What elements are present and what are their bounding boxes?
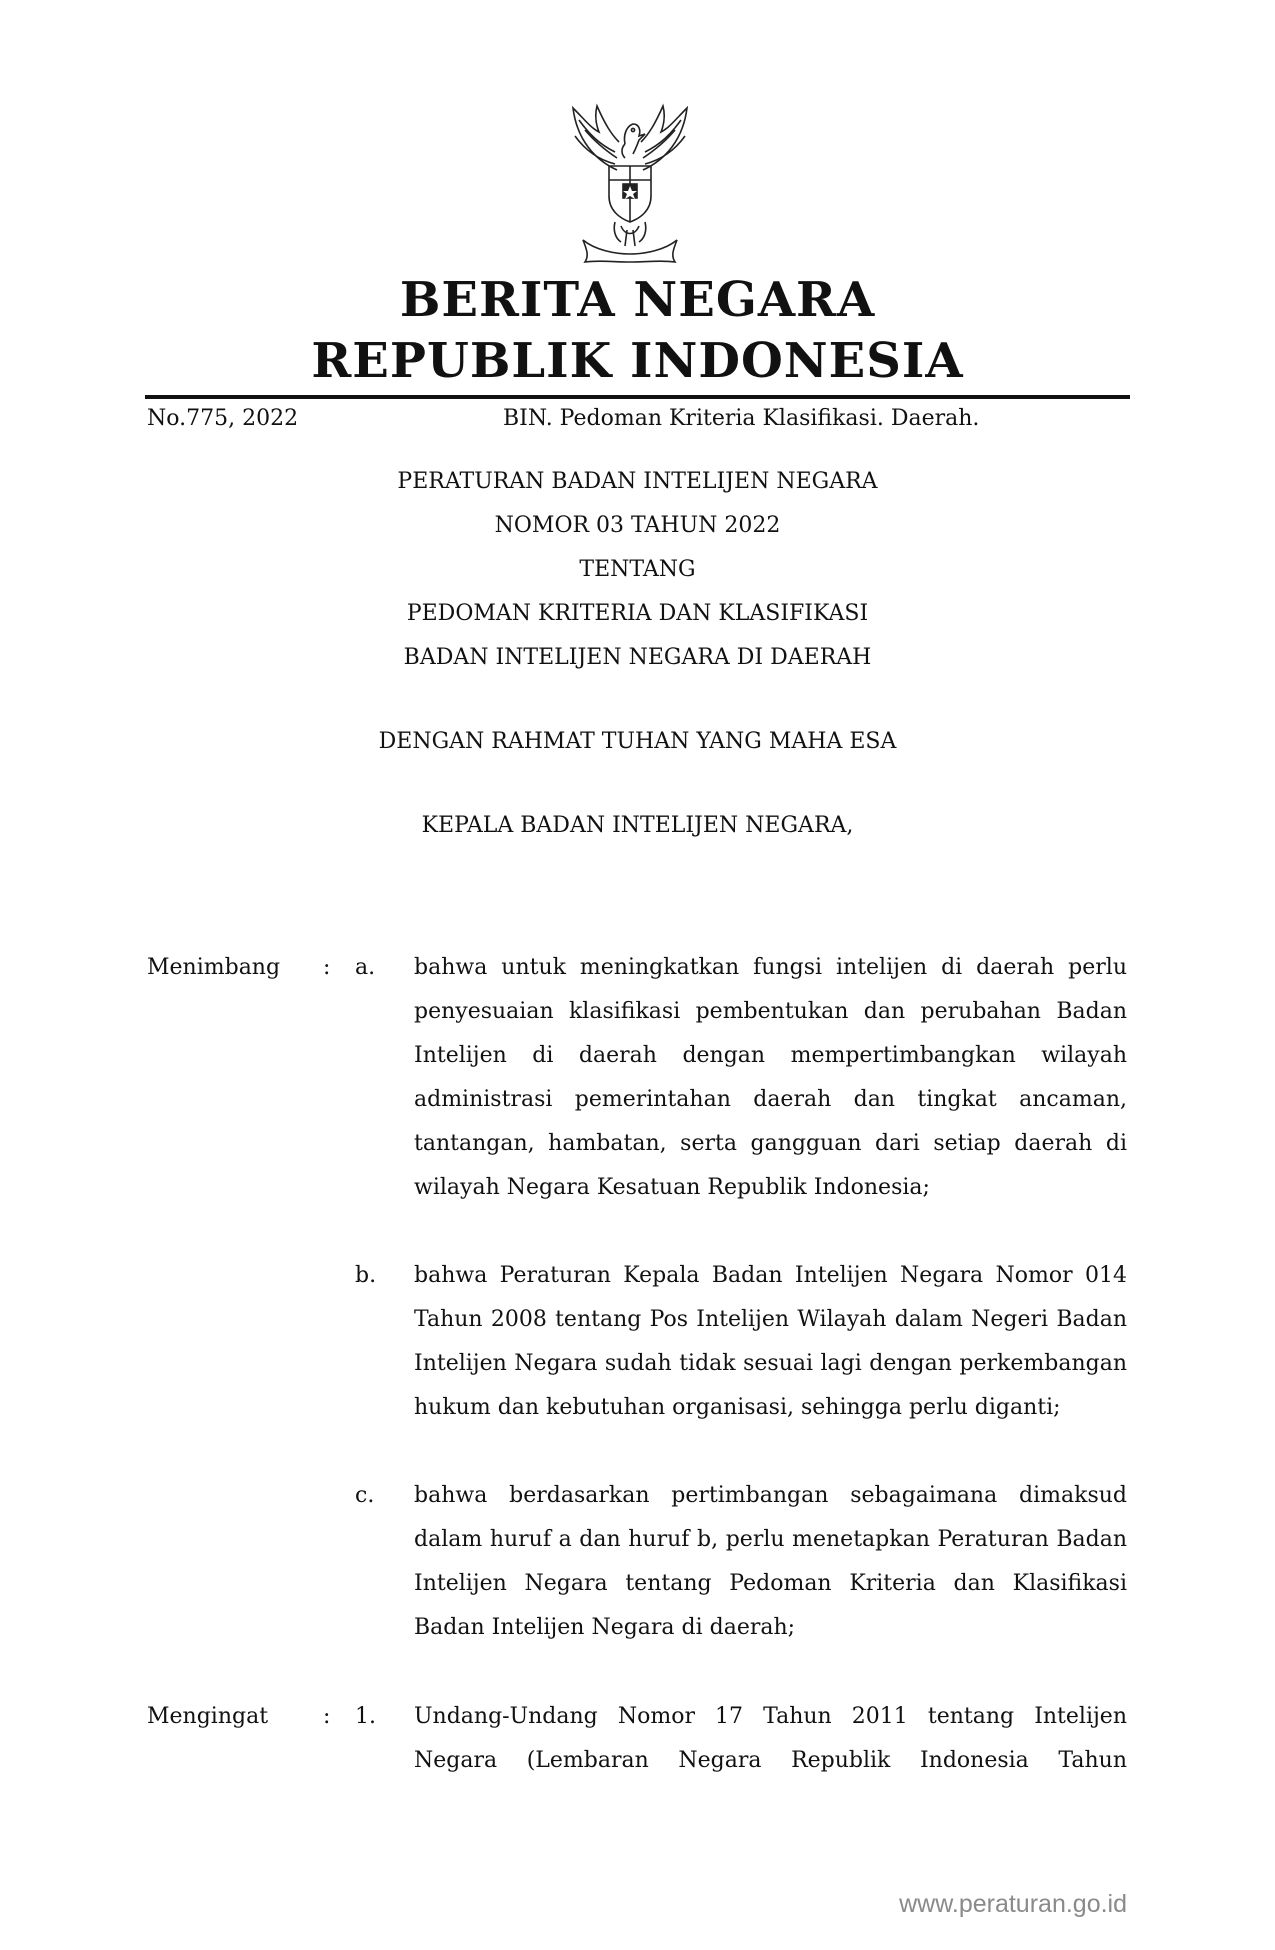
item-text: Undang-Undang Nomor 17 Tahun 2011 tentang Intelijen Negara (Lembaran Negara Republik Indonesia Tahun <box>414 1704 1127 1773</box>
masthead-title-line1: BERITA NEGARA <box>399 272 876 328</box>
section-colon: : <box>323 955 331 980</box>
item-marker: a. <box>355 955 376 980</box>
blessing-line: DENGAN RAHMAT TUHAN YANG MAHA ESA <box>378 729 897 754</box>
footer-website-link[interactable]: www.peraturan.go.id <box>899 1890 1127 1918</box>
section-label: Menimbang <box>147 955 281 980</box>
title-line: PEDOMAN KRITERIA DAN KLASIFIKASI <box>406 601 869 626</box>
masthead-divider <box>145 395 1130 399</box>
item-text: bahwa berdasarkan pertimbangan sebagaimana dimaksud dalam huruf a dan huruf b, perlu menetapkan Peraturan Badan Intelijen Negara tentang Pedoman Kriteria dan Klasifikasi Badan Intelijen Negara di daerah; <box>414 1483 1127 1640</box>
issuing-official: KEPALA BADAN INTELIJEN NEGARA, <box>421 813 854 838</box>
title-line: BADAN INTELIJEN NEGARA DI DAERAH <box>403 645 872 670</box>
title-line: NOMOR 03 TAHUN 2022 <box>494 513 781 538</box>
item-marker: 1. <box>355 1704 376 1729</box>
item-text: bahwa untuk meningkatkan fungsi intelijen di daerah perlu penyesuaian klasifikasi pembentukan dan perubahan Badan Intelijen di daerah dengan mempertimbangkan wilayah administrasi pemerintahan daerah dan tingkat ancaman, tantangan, hambatan, serta gangguan dari setiap daerah di wilayah Negara Kesatuan Republik Indonesia; <box>414 955 1127 1200</box>
section-label: Mengingat <box>147 1704 269 1729</box>
gazette-subject: BIN. Pedoman Kriteria Klasifikasi. Daerah. <box>503 406 980 431</box>
section-colon: : <box>323 1704 331 1729</box>
gazette-number: No.775, 2022 <box>147 406 299 431</box>
item-marker: c. <box>355 1483 375 1508</box>
regulation-title <box>145 460 1130 680</box>
item-text: bahwa Peraturan Kepala Badan Intelijen Negara Nomor 014 Tahun 2008 tentang Pos Intelijen Wilayah dalam Negeri Badan Intelijen Negara sudah tidak sesuai lagi dengan perkembangan hukum dan kebutuhan organisasi, sehingga perlu diganti; <box>414 1263 1127 1420</box>
masthead-title-line2: REPUBLIK INDONESIA <box>311 333 964 389</box>
item-marker: b. <box>355 1263 377 1288</box>
garuda-pancasila-emblem-icon <box>555 100 705 265</box>
title-line: TENTANG <box>579 557 696 582</box>
title-line: PERATURAN BADAN INTELIJEN NEGARA <box>397 469 878 494</box>
